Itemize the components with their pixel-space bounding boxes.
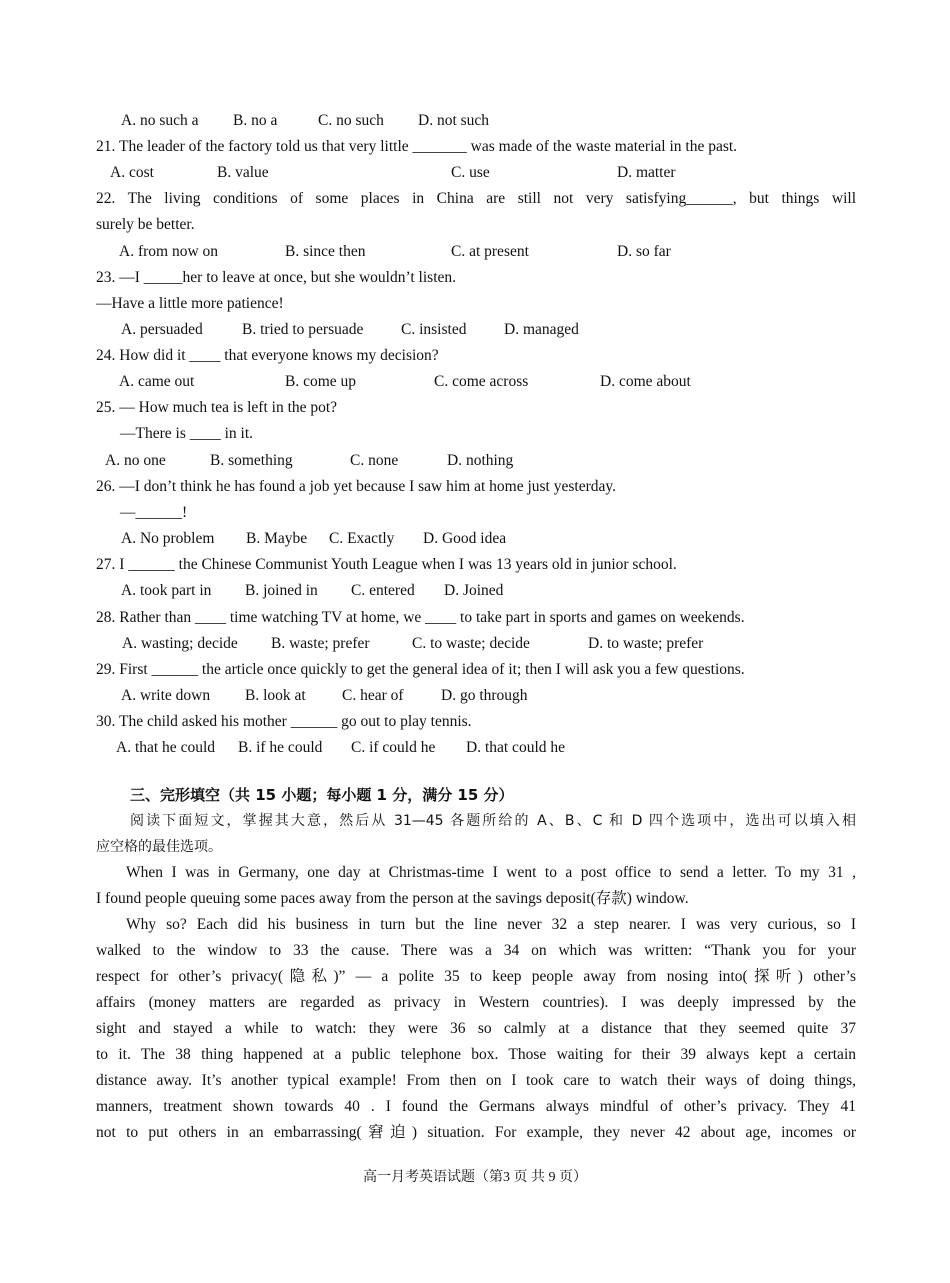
q25-option-b: B. something — [210, 452, 293, 469]
q27-options — [121, 581, 881, 601]
passage-line-3: Why so? Each did his business in turn but the line never 32 a step nearer. I was very curious, so I — [126, 916, 856, 933]
q29-stem: 29. First ______ the article once quickly to get the general idea of it; then I will ask you a few questions. — [96, 661, 745, 678]
q21-option-a: A. cost — [110, 164, 154, 181]
passage-line-5: respect for other’s privacy(隐私)” — a polite 35 to keep people away from nosing into(探听) other’s — [96, 968, 856, 985]
passage-line-9: distance away. It’s another typical example! From then on I took care to watch their ways of doing things, — [96, 1072, 856, 1089]
passage-line-11: not to put others in an embarrassing(窘迫) situation. For example, they never 42 about age, incomes or — [96, 1124, 856, 1141]
q23-option-b: B. tried to persuade — [242, 321, 364, 338]
section3-instruction-line2: 应空格的最佳选项。 — [96, 839, 222, 855]
q20-options — [121, 111, 881, 131]
section3-instruction-line1: 阅读下面短文，掌握其大意，然后从 31—45 各题所给的 A、B、C 和 D 四个选项中，选出可以填入相 — [130, 813, 856, 829]
q30-option-a: A. that he could — [116, 739, 216, 756]
q25-options — [105, 451, 865, 471]
q30-stem: 30. The child asked his mother ______ go out to play tennis. — [96, 713, 472, 730]
q30-option-c: C. if could he — [351, 739, 436, 756]
q29-option-c: C. hear of — [342, 687, 404, 704]
q25-option-a: A. no one — [105, 452, 166, 469]
q23-stem-line1: 23. —I _____her to leave at once, but she wouldn’t listen. — [96, 269, 457, 286]
q22-option-c: C. at present — [451, 243, 529, 260]
q25-option-d: D. nothing — [447, 452, 514, 469]
q22-options — [119, 242, 879, 262]
q21-option-d: D. matter — [617, 164, 676, 181]
q29-options — [121, 686, 881, 706]
q24-stem: 24. How did it ____ that everyone knows my decision? — [96, 347, 439, 364]
q22-stem-line1: 22. The living conditions of some places in China are still not very satisfying______, but things will — [96, 190, 856, 207]
passage-line-1: When I was in Germany, one day at Christmas-time I went to a post office to send a letter. To my 31 , — [126, 864, 856, 881]
q30-option-d: D. that could he — [466, 739, 566, 756]
q20-option-b: B. no a — [233, 112, 278, 129]
q24-option-d: D. come about — [600, 373, 691, 390]
passage-line-4: walked to the window to 33 the cause. There was a 34 on which was written: “Thank you for your — [96, 942, 856, 959]
q25-stem-line2: —There is ____ in it. — [120, 425, 254, 442]
q29-option-a: A. write down — [121, 687, 211, 704]
passage-line-8: to it. The 38 thing happened at a public telephone box. Those waiting for their 39 always kept a certain — [96, 1046, 856, 1063]
q26-options — [121, 529, 881, 549]
q20-option-c: C. no such — [318, 112, 384, 129]
q20-option-a: A. no such a — [121, 112, 199, 129]
q24-options — [119, 372, 879, 392]
q28-stem: 28. Rather than ____ time watching TV at home, we ____ to take part in sports and games on weekends. — [96, 609, 745, 626]
q24-option-c: C. come across — [434, 373, 529, 390]
q29-option-d: D. go through — [441, 687, 528, 704]
q22-stem-line2: surely be better. — [96, 216, 195, 233]
section3-title: 三、完形填空（共 15 小题；每小题 1 分，满分 15 分） — [130, 786, 514, 804]
q20-option-d: D. not such — [418, 112, 490, 129]
q26-option-d: D. Good idea — [423, 530, 507, 547]
q23-option-c: C. insisted — [401, 321, 467, 338]
passage-line-6: affairs (money matters are regarded as privacy in Western countries). I was deeply impressed by the — [96, 994, 856, 1011]
q21-option-b: B. value — [217, 164, 269, 181]
q23-options — [121, 320, 881, 340]
q27-option-b: B. joined in — [245, 582, 318, 599]
q21-options — [110, 163, 870, 183]
q21-stem: 21. The leader of the factory told us that very little _______ was made of the waste material in the past. — [96, 138, 738, 155]
q29-option-b: B. look at — [245, 687, 306, 704]
q28-option-d: D. to waste; prefer — [588, 635, 704, 652]
q26-option-b: B. Maybe — [246, 530, 308, 547]
q27-option-c: C. entered — [351, 582, 415, 599]
q26-stem-line1: 26. —I don’t think he has found a job yet because I saw him at home just yesterday. — [96, 478, 616, 495]
q27-option-a: A. took part in — [121, 582, 212, 599]
q25-option-c: C. none — [350, 452, 399, 469]
q24-option-b: B. come up — [285, 373, 357, 390]
q30-option-b: B. if he could — [238, 739, 323, 756]
q23-option-a: A. persuaded — [121, 321, 203, 338]
q22-option-a: A. from now on — [119, 243, 219, 260]
q27-stem: 27. I ______ the Chinese Communist Youth League when I was 13 years old in junior school. — [96, 556, 677, 573]
q28-option-b: B. waste; prefer — [271, 635, 370, 652]
q25-stem-line1: 25. — How much tea is left in the pot? — [96, 399, 338, 416]
q30-options — [116, 738, 876, 758]
q26-stem-line2: —______! — [120, 504, 188, 521]
q26-option-a: A. No problem — [121, 530, 215, 547]
page-footer: 高一月考英语试题（第3 页 共 9 页） — [363, 1170, 587, 1185]
passage-line-2: I found people queuing some paces away from the person at the savings deposit(存款) window. — [96, 890, 689, 907]
q26-option-c: C. Exactly — [329, 530, 395, 547]
q24-option-a: A. came out — [119, 373, 195, 390]
q22-option-d: D. so far — [617, 243, 671, 260]
q28-option-a: A. wasting; decide — [122, 635, 238, 652]
q23-stem-line2: —Have a little more patience! — [96, 295, 284, 312]
q23-option-d: D. managed — [504, 321, 579, 338]
passage-line-10: manners, treatment shown towards 40 . I found the Germans always mindful of other’s privacy. They 41 — [96, 1098, 856, 1115]
q27-option-d: D. Joined — [444, 582, 504, 599]
q28-options — [122, 634, 882, 654]
q28-option-c: C. to waste; decide — [412, 635, 530, 652]
q22-option-b: B. since then — [285, 243, 366, 260]
q21-option-c: C. use — [451, 164, 490, 181]
passage-line-7: sight and stayed a while to watch: they were 36 so calmly at a distance that they seemed quite 37 — [96, 1020, 856, 1037]
